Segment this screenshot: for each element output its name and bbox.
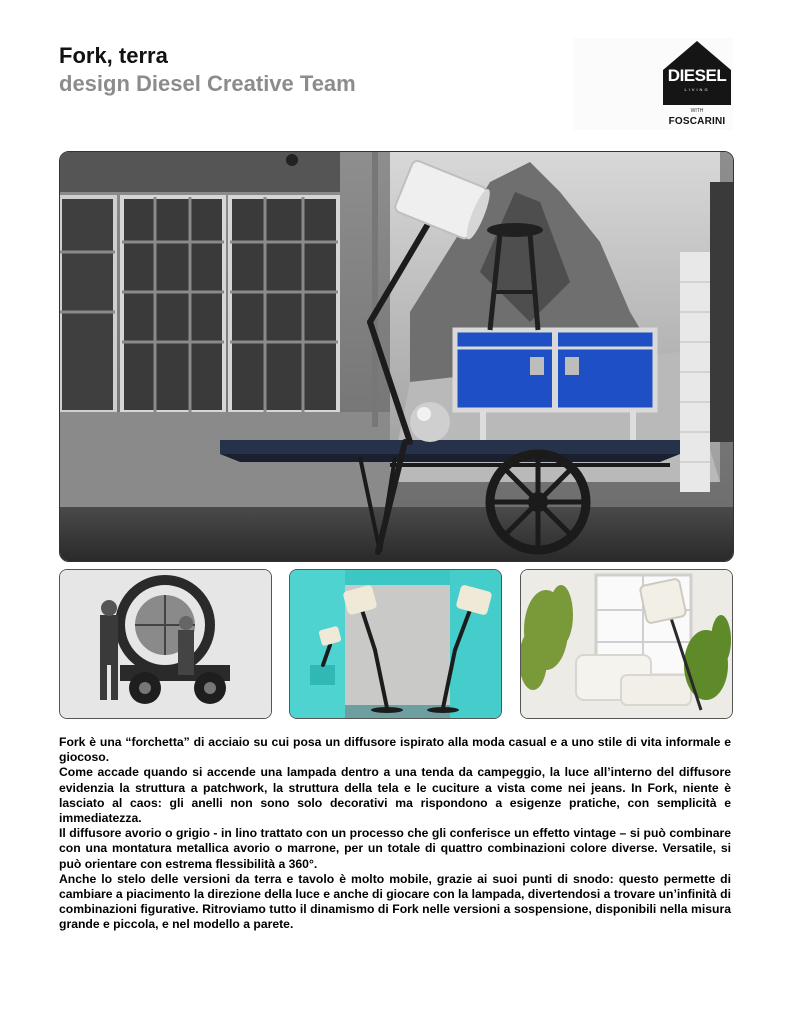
hero-photo	[59, 151, 734, 562]
description-paragraph: Il diffusore avorio o grigio - in lino trattato con un processo che gli conferisce un effetto vintage – si può combinare con una montatura metallica avorio o marrone, per un totale di quattro combinazioni colore diverse. Versatile, si può orientare con estrema flessibilità a 360°.	[59, 826, 731, 871]
description-paragraph: Come accade quando si accende una lampada dentro a una tenda da campeggio, la luce all’interno del diffusore evidenzia la struttura a patchwork, la struttura della tela e le cuciture a vista come nei jeans. In Fork, niente è lasciato al caos: gli anelli non sono solo decorativi ma rispondono a esigenze pratiche, con semplicità e immediatezza.	[59, 765, 731, 826]
logo-sub: LIVING	[684, 87, 710, 92]
logo-with: WITH	[690, 108, 704, 114]
thumbnail-vintage-photo	[59, 569, 272, 719]
logo-partner: FOSCARINI	[668, 116, 726, 127]
description-paragraph: Fork è una “forchetta” di acciaio su cui posa un diffusore ispirato alla moda casual e a uno stile di vita informale e giocoso.	[59, 735, 731, 765]
page-subtitle: design Diesel Creative Team	[59, 71, 356, 96]
description-text	[59, 735, 731, 933]
thumbnail-living-room	[520, 569, 733, 719]
page-title: Fork, terra	[59, 43, 168, 68]
brand-logo	[573, 38, 733, 130]
thumbnail-teal-room	[289, 569, 502, 719]
description-paragraph: Anche lo stelo delle versioni da terra e tavolo è molto mobile, grazie ai suoi punti di snodo: questo permette di cambiare a piacimento la direzione della luce e anche di giocare con la lampada, divertendosi a trovare un’infinità di combinazioni figurative. Ritroviamo tutto il dinamismo di Fork nelle versioni a sospensione, disponibili nella misura grande e piccola, e nel modello a parete.	[59, 871, 731, 932]
logo-brand: DIESEL	[667, 66, 727, 85]
